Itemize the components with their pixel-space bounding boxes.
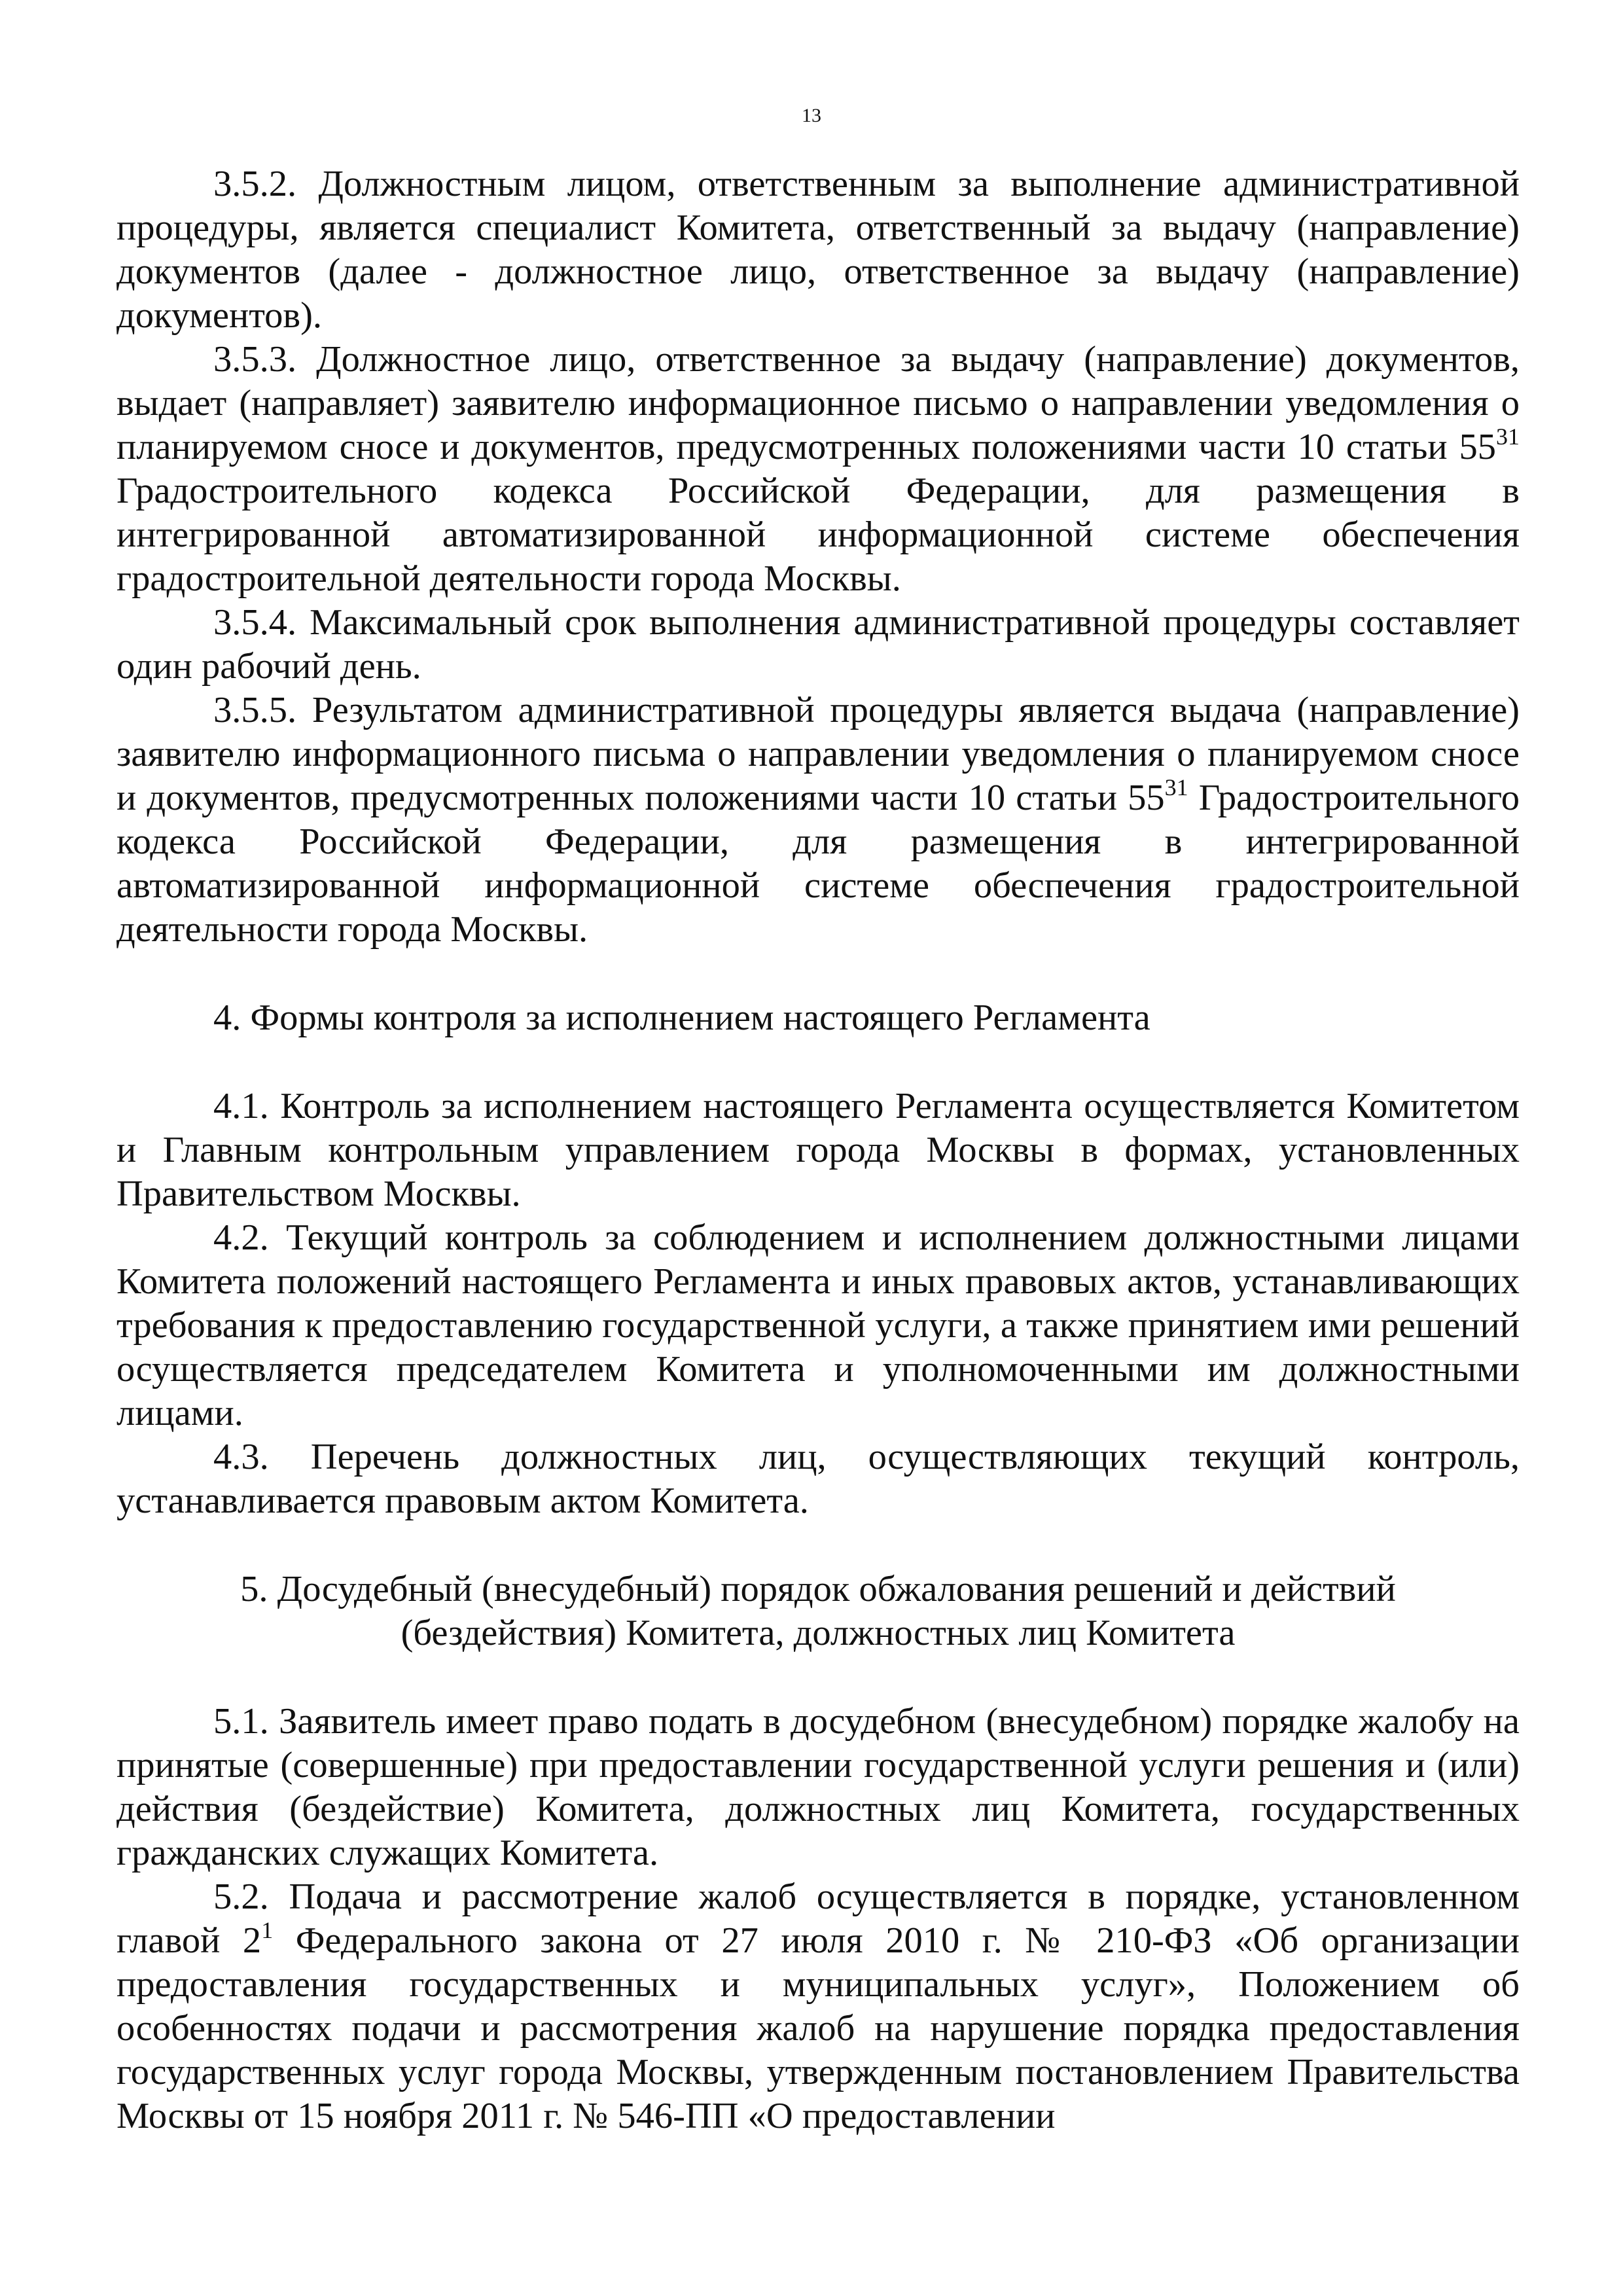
superscript: 31 [1496, 423, 1520, 450]
paragraph-text: Градостроительного кодекса Российской Федерации, для размещения в интегрированной автоматизированной информационной системе обеспечения градостроительной деятельности города Москвы. [116, 471, 1520, 599]
section-5-heading [116, 1568, 1520, 1655]
paragraph-text: Федерального закона от 27 июля 2010 г. № 210-ФЗ «Об организации предоставления государственных и муниципальных услуг», Положением об особенностях подачи и рассмотрения жалоб на нарушение порядка предоставления государственных услуг города Москвы, утвержденным постановлением Правительства Москвы от 15 ноября 2011 г. № 546-ПП «О предоставлении [116, 1920, 1520, 2136]
paragraph-5-2 [116, 1875, 1520, 2138]
paragraph-text: 3.5.3. Должностное лицо, ответственное за выдачу (направление) документов, выдает (направляет) заявителю информационное письмо о направлении уведомления о планируемом сносе и документов, предусмотренных положениями части 10 статьи 55 [116, 339, 1520, 467]
paragraph-text: Градостроительного кодекса Российской Федерации, для размещения в интегрированной автоматизированной информационной системе обеспечения градостроительной деятельности города Москвы. [116, 778, 1520, 950]
paragraph-5-1: 5.1. Заявитель имеет право подать в досудебном (внесудебном) порядке жалобу на принятые (совершенные) при предоставлении государственной услуги решения и (или) действия (бездействие) Комитета, должностных лиц Комитета, государственных гражданских служащих Комитета. [116, 1701, 1520, 1873]
section-5-heading-line-2: (бездействия) Комитета, должностных лиц Комитета [401, 1613, 1236, 1653]
paragraph-3-5-2: 3.5.2. Должностным лицом, ответственным за выполнение административной процедуры, является специалист Комитета, ответственный за выдачу (направление) документов (далее - должностное лицо, ответственное за выдачу (направление) документов). [116, 164, 1520, 336]
paragraph-3-5-3 [116, 338, 1520, 601]
paragraph-4-1: 4.1. Контроль за исполнением настоящего Регламента осуществляется Комитетом и Главным контрольным управлением города Москвы в формах, установленных Правительством Москвы. [116, 1086, 1520, 1214]
paragraph-3-5-4: 3.5.4. Максимальный срок выполнения административной процедуры составляет один рабочий день. [116, 602, 1520, 687]
section-5-heading-line-1: 5. Досудебный (внесудебный) порядок обжалования решений и действий [240, 1569, 1396, 1609]
paragraph-text: 3.5.5. Результатом административной процедуры является выдача (направление) заявителю информационного письма о направлении уведомления о планируемом сносе и документов, предусмотренных положениями части 10 статьи 55 [116, 690, 1520, 818]
paragraph-4-2: 4.2. Текущий контроль за соблюдением и исполнением должностными лицами Комитета положений настоящего Регламента и иных правовых актов, устанавливающих требования к предоставлению государственной услуги, а также принятием ими решений осуществляется председателем Комитета и уполномоченными им должностными лицами. [116, 1217, 1520, 1433]
superscript: 1 [261, 1917, 274, 1943]
superscript: 31 [1164, 774, 1188, 800]
section-4-heading: 4. Формы контроля за исполнением настоящего Регламента [213, 997, 1150, 1038]
paragraph-3-5-5 [116, 689, 1520, 952]
paragraph-text: 5.2. Подача и рассмотрение жалоб осуществляется в порядке, установленном главой 2 [116, 1876, 1520, 1961]
document-body [116, 162, 1520, 2138]
paragraph-4-3: 4.3. Перечень должностных лиц, осуществляющих текущий контроль, устанавливается правовым актом Комитета. [116, 1437, 1520, 1521]
page-number: 13 [802, 105, 821, 126]
